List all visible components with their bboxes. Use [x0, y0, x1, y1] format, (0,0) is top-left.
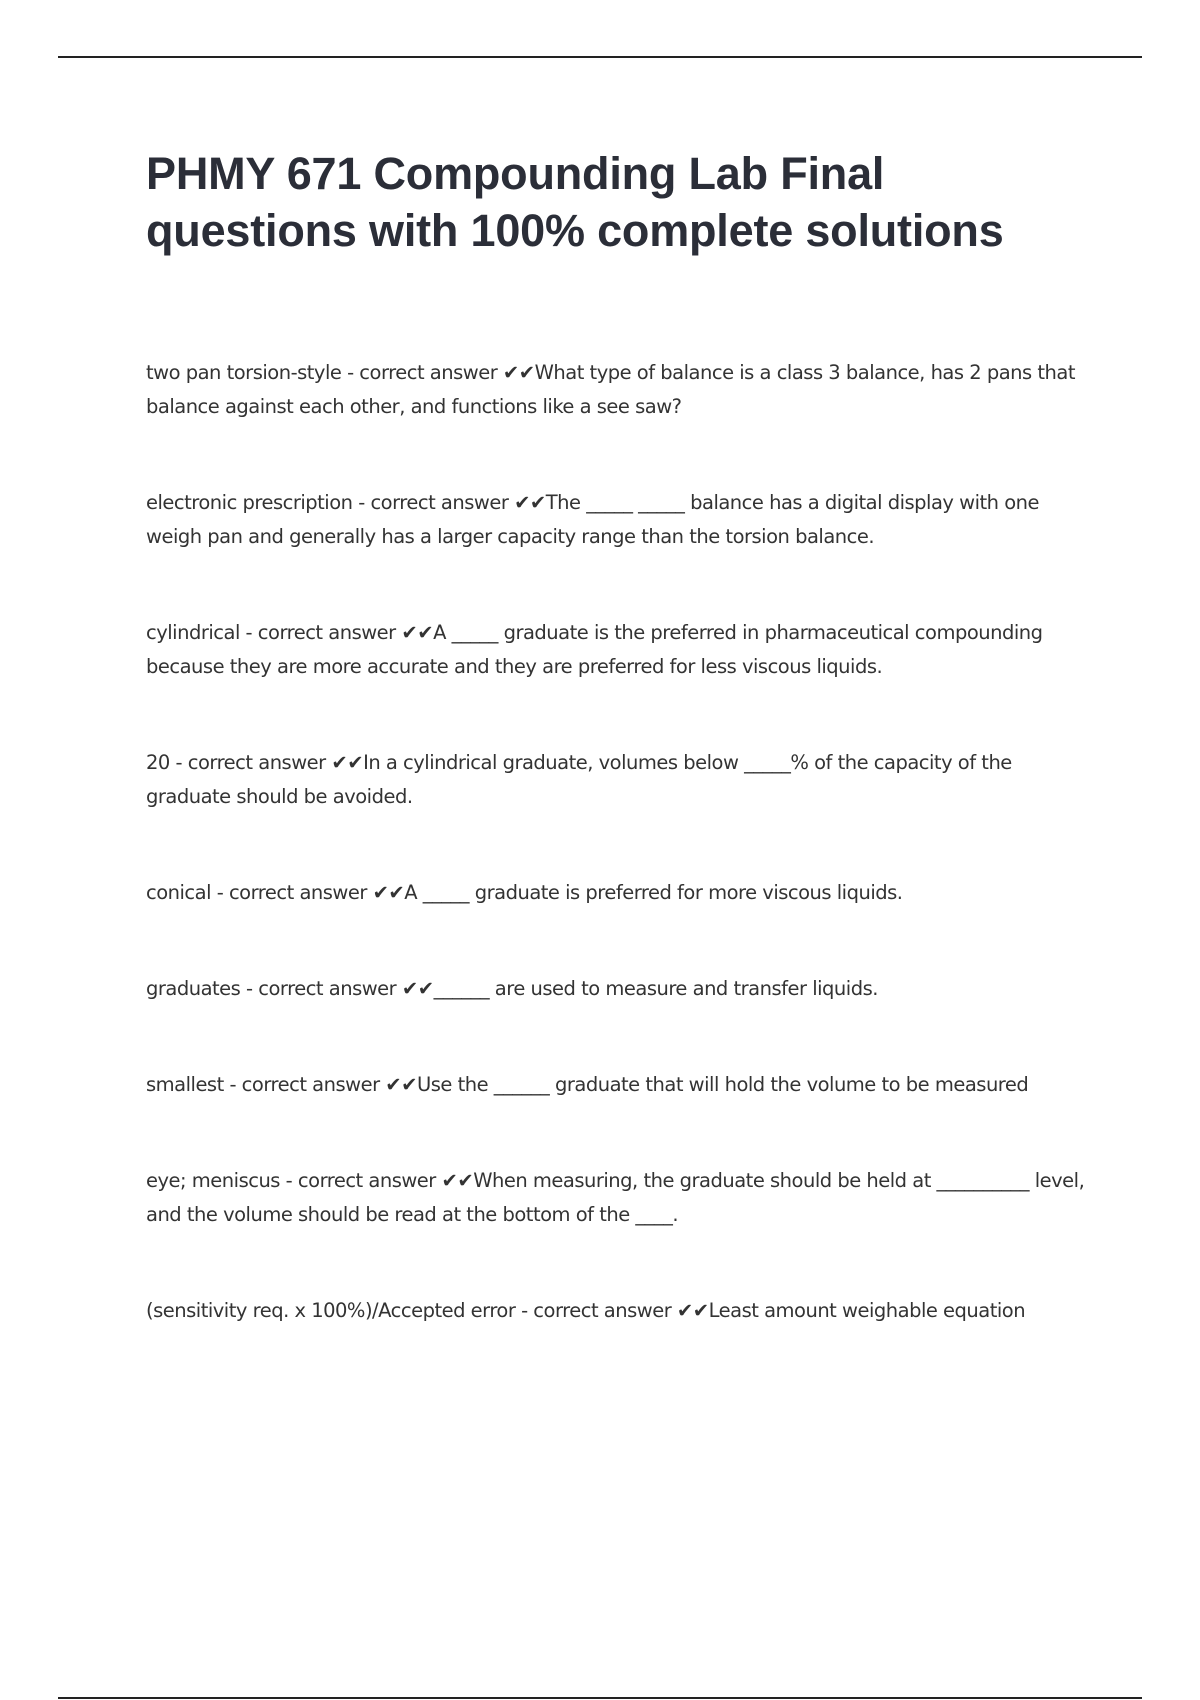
separator-text: - correct answer — [515, 1299, 677, 1322]
answer-text: electronic prescription — [146, 491, 353, 514]
answer-text: conical — [146, 881, 212, 904]
separator-text: - correct answer — [223, 1073, 386, 1096]
qa-item — [146, 1294, 1091, 1328]
question-text: In a cylindrical graduate, volumes below _____% of the capacity of the graduate should be avoided. — [146, 751, 1012, 808]
separator-text: - correct answer — [240, 977, 402, 1000]
check-icon: ✔✔ — [502, 361, 535, 384]
check-icon: ✔✔ — [514, 491, 546, 514]
document-title: PHMY 671 Compounding Lab Final questions with 100% complete solutions — [146, 148, 1004, 256]
qa-item — [146, 876, 1091, 910]
top-rule — [58, 56, 1142, 58]
qa-list — [146, 356, 1091, 1328]
question-text: What type of balance is a class 3 balance, has 2 pans that balance against each other, and functions like a see saw? — [146, 361, 1075, 418]
qa-item — [146, 1164, 1091, 1232]
separator-text: - correct answer — [169, 751, 332, 774]
check-icon: ✔✔ — [441, 1169, 474, 1192]
separator-text: - correct answer — [352, 491, 515, 514]
question-text: A _____ graduate is preferred for more viscous liquids. — [404, 881, 903, 904]
check-icon: ✔✔ — [401, 621, 434, 644]
qa-item — [146, 972, 1091, 1006]
qa-item — [146, 1068, 1091, 1102]
separator-text: - correct answer — [211, 881, 373, 904]
answer-text: 20 — [146, 751, 170, 774]
check-icon: ✔✔ — [372, 881, 405, 904]
question-text: Use the ______ graduate that will hold the volume to be measured — [416, 1073, 1029, 1096]
answer-text: graduates — [146, 977, 241, 1000]
check-icon: ✔✔ — [401, 977, 434, 1000]
qa-item — [146, 486, 1091, 554]
answer-text: two pan torsion-style — [146, 361, 342, 384]
answer-text: cylindrical — [146, 621, 240, 644]
question-text: When measuring, the graduate should be held at __________ level, and the volume should be read at the bottom of the ____. — [146, 1169, 1085, 1226]
question-text: ______ are used to measure and transfer liquids. — [433, 977, 878, 1000]
answer-text: smallest — [146, 1073, 224, 1096]
bottom-rule — [58, 1697, 1142, 1699]
check-icon: ✔✔ — [331, 751, 364, 774]
qa-item — [146, 356, 1091, 424]
check-icon: ✔✔ — [385, 1073, 417, 1096]
separator-text: - correct answer — [279, 1169, 442, 1192]
qa-item — [146, 616, 1091, 684]
separator-text: - correct answer — [239, 621, 402, 644]
answer-text: eye; meniscus — [146, 1169, 280, 1192]
check-icon: ✔✔ — [676, 1299, 709, 1322]
question-text: A _____ graduate is the preferred in pharmaceutical compounding because they are more accurate and they are preferred for less viscous liquids. — [146, 621, 1043, 678]
question-text: Least amount weighable equation — [708, 1299, 1026, 1322]
separator-text: - correct answer — [341, 361, 503, 384]
answer-text: (sensitivity req. x 100%)/Accepted error — [146, 1299, 516, 1322]
qa-item — [146, 746, 1091, 814]
question-text: The _____ _____ balance has a digital display with one weigh pan and generally has a larger capacity range than the torsion balance. — [146, 491, 1039, 548]
